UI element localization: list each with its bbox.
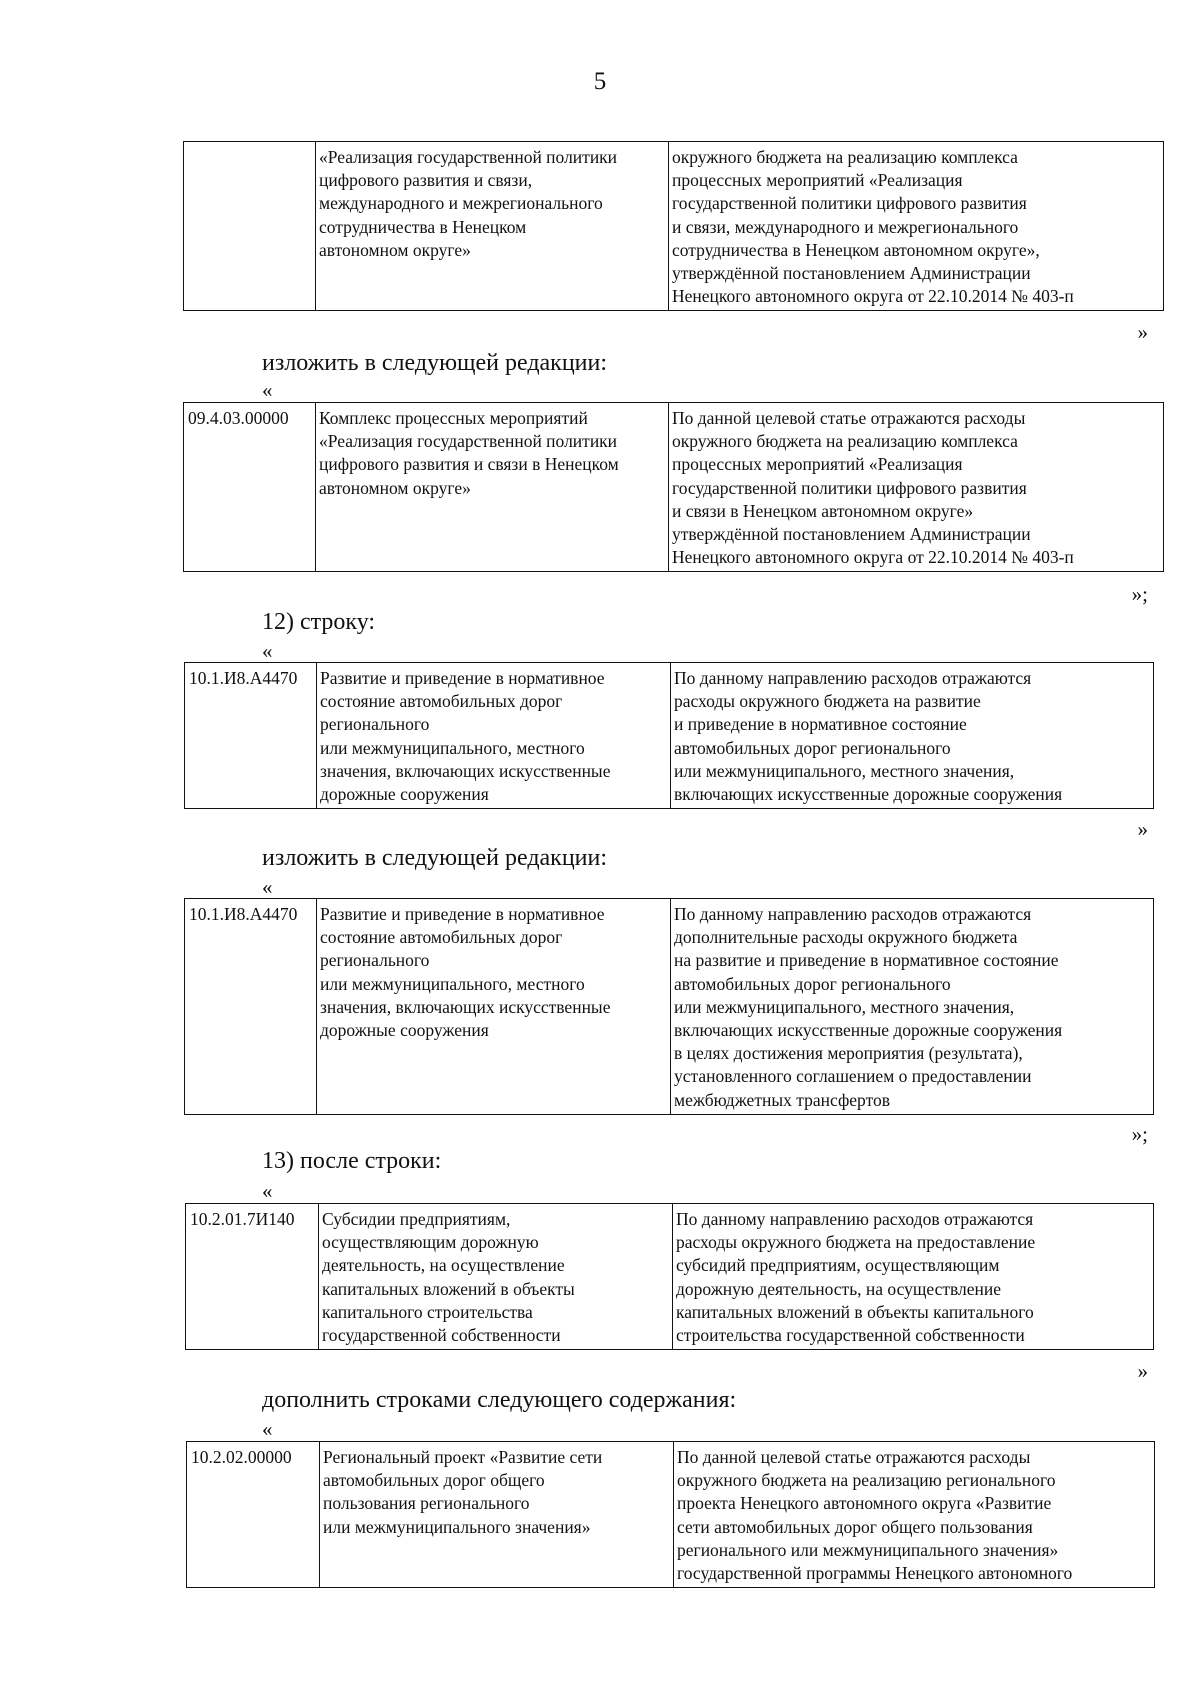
row-name: Развитие и приведение в нормативное состояние автомобильных дорог регионального или межмуниципального, местного значения, включающих искусственные дорожные сооружения	[317, 899, 671, 1115]
page-number: 5	[593, 68, 607, 95]
table-row	[185, 663, 1154, 809]
row-name: Субсидии предприятиям, осуществляющим дорожную деятельность, на осуществление капитальных вложений в объекты капитального строительства государственной собственности	[319, 1204, 673, 1350]
opening-quote: «	[262, 1179, 273, 1203]
table-6-new-rows	[186, 1441, 1155, 1588]
instruction-item-12: 12) строку:	[262, 609, 376, 635]
row-name: «Реализация государственной политики цифрового развития и связи, международного и межрегионального сотрудничества в Ненецком автономном округе»	[316, 142, 669, 311]
row-code: 10.1.И8.А4470	[185, 663, 317, 809]
table-4-new-wording	[184, 898, 1154, 1115]
closing-quote: »	[1137, 320, 1148, 344]
closing-quote: »	[1137, 1359, 1148, 1383]
row-name: Региональный проект «Развитие сети автомобильных дорог общего пользования регионального или межмуниципального значения»	[320, 1442, 674, 1588]
row-name: Развитие и приведение в нормативное состояние автомобильных дорог регионального или межмуниципального, местного значения, включающих искусственные дорожные сооружения	[317, 663, 671, 809]
opening-quote: «	[262, 1417, 273, 1441]
row-code: 10.1.И8.А4470	[185, 899, 317, 1115]
opening-quote: «	[262, 378, 273, 402]
row-code	[184, 142, 316, 311]
table-row	[185, 899, 1154, 1115]
table-row	[187, 1442, 1155, 1588]
closing-quote: »	[1137, 817, 1148, 841]
table-row	[186, 1204, 1154, 1350]
instruction-supplement: дополнить строками следующего содержания:	[262, 1387, 737, 1413]
table-2-new-wording	[183, 402, 1164, 572]
row-code: 09.4.03.00000	[184, 403, 316, 572]
row-description: По данному направлению расходов отражаются расходы окружного бюджета на развитие и приведение в нормативное состояние автомобильных дорог регионального или межмуниципального, местного значения, включающих искусственные дорожные сооружения	[671, 663, 1154, 809]
row-description: По данной целевой статье отражаются расходы окружного бюджета на реализацию регионального проекта Ненецкого автономного округа «Развитие сети автомобильных дорог общего пользования регионального или межмуниципального значения» государственной программы Ненецкого автономного	[674, 1442, 1155, 1588]
row-code: 10.2.01.7И140	[186, 1204, 319, 1350]
row-name: Комплекс процессных мероприятий «Реализация государственной политики цифрового развития и связи в Ненецком автономном округе»	[316, 403, 669, 572]
instruction-restate-2: изложить в следующей редакции:	[262, 845, 608, 871]
closing-quote-semicolon: »;	[1131, 582, 1148, 606]
instruction-item-13: 13) после строки:	[262, 1148, 442, 1174]
row-description: По данной целевой статье отражаются расходы окружного бюджета на реализацию комплекса процессных мероприятий «Реализация государственной политики цифрового развития и связи в Ненецком автономном округе» утверждённой постановлением Администрации Ненецкого автономного округа от 22.10.2014 № 403-п	[669, 403, 1164, 572]
row-description: окружного бюджета на реализацию комплекса процессных мероприятий «Реализация государственной политики цифрового развития и связи, международного и межрегионального сотрудничества в Ненецком автономном округе», утверждённой постановлением Администрации Ненецкого автономного округа от 22.10.2014 № 403-п	[669, 142, 1164, 311]
row-description: По данному направлению расходов отражаются дополнительные расходы окружного бюджета на развитие и приведение в нормативное состояние автомобильных дорог регионального или межмуниципального, местного значения, включающих искусственные дорожные сооружения в целях достижения мероприятия (результата), установленного соглашением о предоставлении межбюджетных трансфертов	[671, 899, 1154, 1115]
instruction-restate-1: изложить в следующей редакции:	[262, 350, 608, 376]
row-code: 10.2.02.00000	[187, 1442, 320, 1588]
opening-quote: «	[262, 639, 273, 663]
row-description: По данному направлению расходов отражаются расходы окружного бюджета на предоставление субсидий предприятиям, осуществляющим дорожную деятельность, на осуществление капитальных вложений в объекты капитального строительства государственной собственности	[673, 1204, 1154, 1350]
closing-quote-semicolon: »;	[1131, 1122, 1148, 1146]
opening-quote: «	[262, 875, 273, 899]
table-row	[184, 142, 1164, 311]
table-5-row	[185, 1203, 1154, 1350]
table-1-continuation	[183, 141, 1164, 311]
table-row	[184, 403, 1164, 572]
table-3-row	[184, 662, 1154, 809]
